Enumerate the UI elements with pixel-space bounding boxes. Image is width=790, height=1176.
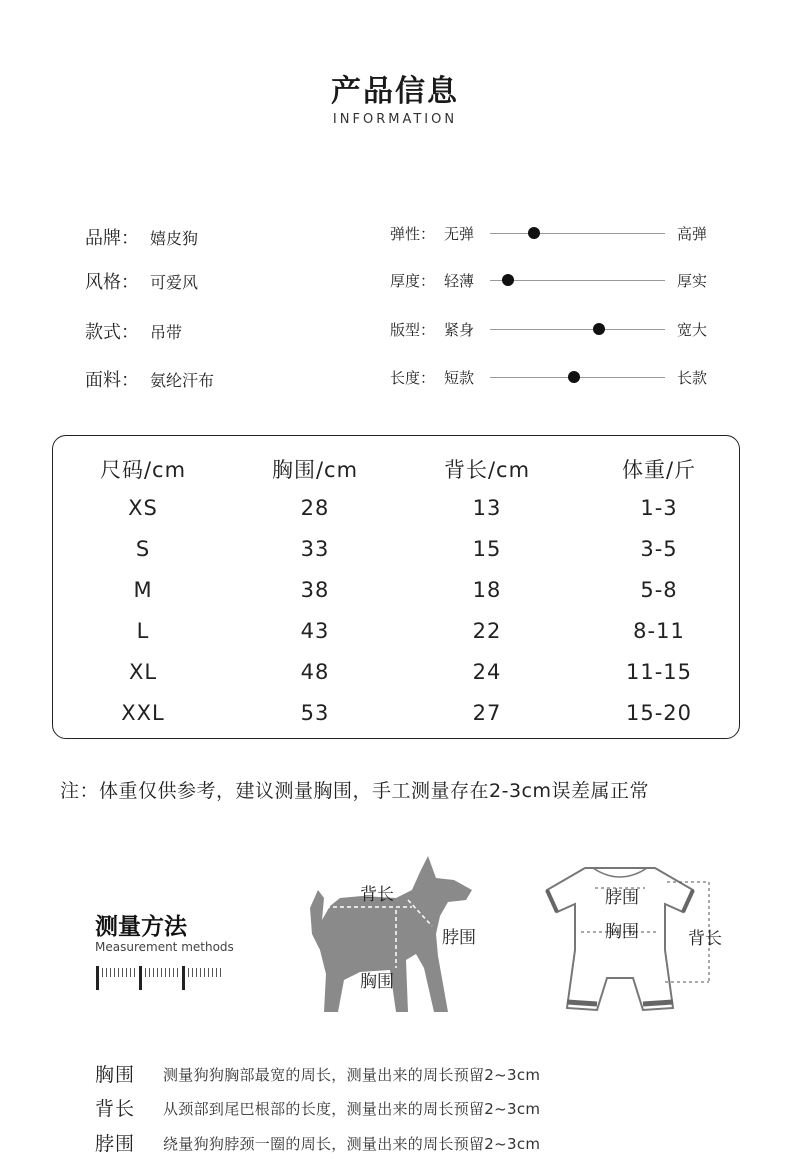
table-cell: 48 — [300, 660, 330, 684]
slider-dot-thickness — [502, 274, 514, 286]
table-cell: 28 — [300, 496, 330, 520]
table-header-size: 尺码/cm — [99, 458, 187, 482]
def-term-neck: 脖围 — [95, 1133, 136, 1155]
ruler-icon — [96, 966, 226, 992]
table-cell: 13 — [472, 496, 502, 520]
attr-value-style: 可爱风 — [150, 273, 199, 292]
table-cell: 24 — [472, 660, 502, 684]
table-cell: 22 — [472, 619, 502, 643]
slider-dot-elasticity — [528, 227, 540, 239]
slider-max-fit: 宽大 — [677, 321, 708, 339]
slider-track-thickness — [490, 280, 665, 281]
table-cell: XXL — [121, 701, 165, 725]
slider-dot-length — [568, 371, 580, 383]
table-cell: 43 — [300, 619, 330, 643]
method-subtitle: Measurement methods — [95, 940, 234, 954]
attr-label-brand: 品牌： — [85, 228, 139, 249]
attr-label-style: 风格： — [85, 272, 139, 293]
table-cell: 1-3 — [640, 496, 678, 520]
slider-min-length: 短款 — [444, 369, 475, 387]
table-cell: 3-5 — [640, 537, 678, 561]
dog-label-neck: 脖围 — [442, 928, 476, 948]
slider-min-fit: 紧身 — [444, 321, 475, 339]
slider-max-thickness: 厚实 — [677, 272, 708, 290]
dog-label-chest: 胸围 — [360, 972, 394, 992]
table-cell: L — [136, 619, 150, 643]
table-cell: 15 — [472, 537, 502, 561]
slider-track-elasticity — [490, 233, 665, 234]
table-cell: 53 — [300, 701, 330, 725]
def-term-back: 背长 — [95, 1098, 136, 1120]
table-header-chest: 胸围/cm — [271, 458, 359, 482]
method-title: 测量方法 — [95, 914, 187, 940]
table-cell: 38 — [300, 578, 330, 602]
slider-dot-fit — [593, 323, 605, 335]
def-text-neck: 绕量狗狗脖颈一圈的周长，测量出来的周长预留2~3cm — [163, 1135, 541, 1153]
table-cell: 8-11 — [633, 619, 685, 643]
size-table — [52, 435, 740, 739]
garment-label-back: 背长 — [688, 929, 722, 949]
page-subtitle: INFORMATION — [332, 112, 458, 127]
def-text-chest: 测量狗狗胸部最宽的周长，测量出来的周长预留2~3cm — [163, 1066, 541, 1084]
garment-label-chest: 胸围 — [605, 922, 639, 942]
attr-value-brand: 嬉皮狗 — [150, 229, 199, 248]
slider-label-thickness: 厚度： — [390, 272, 436, 290]
slider-label-fit: 版型： — [390, 321, 436, 339]
def-text-back: 从颈部到尾巴根部的长度，测量出来的周长预留2~3cm — [163, 1100, 541, 1118]
table-cell: S — [135, 537, 151, 561]
table-cell: 11-15 — [625, 660, 693, 684]
table-header-weight: 体重/斤 — [621, 458, 697, 482]
attr-value-design: 吊带 — [150, 323, 183, 342]
slider-max-length: 长款 — [677, 369, 708, 387]
table-cell: 5-8 — [640, 578, 678, 602]
attr-label-fabric: 面料： — [85, 370, 139, 391]
slider-max-elasticity: 高弹 — [677, 225, 708, 243]
slider-track-fit — [490, 329, 665, 330]
table-cell: XL — [128, 660, 158, 684]
measurement-note: 注：体重仅供参考，建议测量胸围，手工测量存在2-3cm误差属正常 — [60, 780, 649, 802]
attr-value-fabric: 氨纶汗布 — [150, 371, 215, 390]
slider-min-thickness: 轻薄 — [444, 272, 475, 290]
page-title: 产品信息 — [331, 74, 459, 109]
table-cell: M — [133, 578, 153, 602]
table-cell: 18 — [472, 578, 502, 602]
table-cell: XS — [128, 496, 158, 520]
def-term-chest: 胸围 — [95, 1064, 136, 1086]
slider-label-elasticity: 弹性： — [390, 225, 436, 243]
table-cell: 15-20 — [625, 701, 693, 725]
dog-label-back: 背长 — [360, 885, 394, 905]
table-cell: 33 — [300, 537, 330, 561]
slider-min-elasticity: 无弹 — [444, 225, 475, 243]
attr-label-design: 款式： — [85, 322, 139, 343]
table-cell: 27 — [472, 701, 502, 725]
slider-label-length: 长度： — [390, 369, 436, 387]
garment-label-neck: 脖围 — [605, 888, 639, 908]
table-header-back: 背长/cm — [443, 458, 531, 482]
